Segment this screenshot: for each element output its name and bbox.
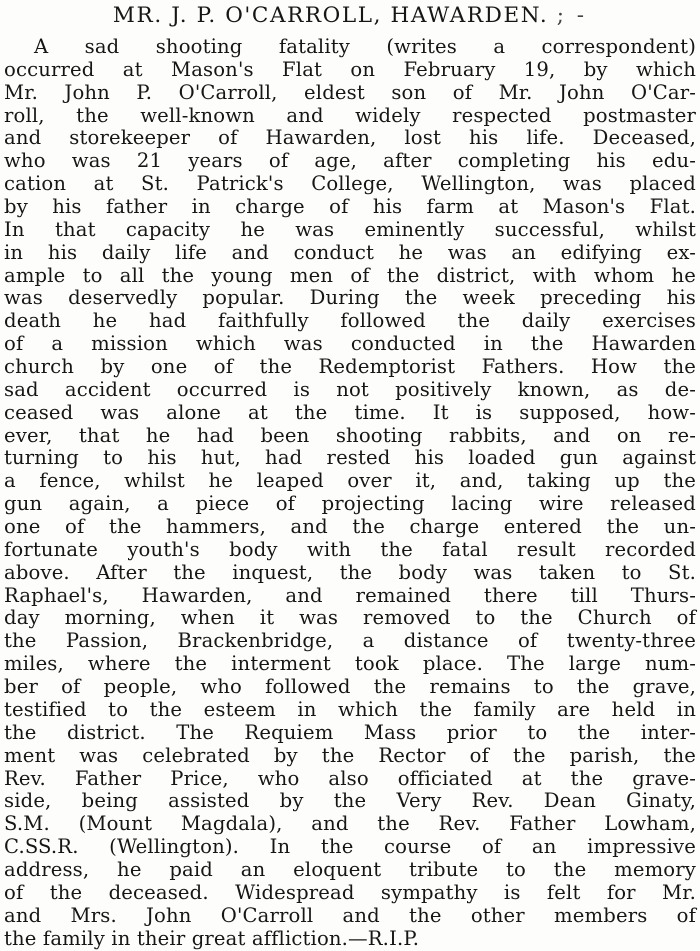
article-line: roll, the well-known and widely respected postmaster	[4, 103, 696, 127]
article-line: the Passion, Brackenbridge, a distance of twenty-three	[4, 629, 696, 653]
article-line: ber of people, who followed the remains to the grave,	[4, 675, 696, 699]
article-line: was deservedly popular. During the week preceding his	[4, 286, 696, 310]
article-line: the family in their great affliction.—R.I.P.	[4, 926, 420, 950]
article-line: and storekeeper of Hawarden, lost his life. Deceased,	[4, 126, 696, 150]
article-line: ever, that he had been shooting rabbits, and on re-	[4, 423, 696, 447]
article-line: turning to his hut, had rested his loaded gun against	[4, 446, 696, 470]
article-line: Mr. John P. O'Carroll, eldest son of Mr. John O'Car-	[4, 80, 696, 104]
article-line: day morning, when it was removed to the Church of	[4, 606, 696, 630]
article-line: C.SS.R. (Wellington). In the course of an impressive	[4, 835, 696, 859]
article-line: a fence, whilst he leaped over it, and, taking up the	[4, 469, 696, 493]
article-line: by his father in charge of his farm at Mason's Flat.	[4, 195, 696, 219]
article-line: S.M. (Mount Magdala), and the Rev. Father Lowham,	[4, 812, 696, 836]
article-line: testified to the esteem in which the family are held in	[4, 697, 696, 721]
article-line: ceased was alone at the time. It is supposed, how-	[4, 400, 696, 424]
article-line: cation at St. Patrick's College, Wellington, was placed	[4, 172, 696, 196]
article-line: above. After the inquest, the body was taken to St.	[4, 560, 696, 584]
article-body	[4, 36, 696, 950]
headline	[0, 3, 700, 29]
article-line: in his daily life and conduct he was an edifying ex-	[4, 240, 696, 264]
article-line: the district. The Requiem Mass prior to the inter-	[4, 720, 696, 744]
headline-text: MR. J. P. O'CARROLL, HAWARDEN.	[112, 3, 549, 28]
article-line: Rev. Father Price, who also officiated at the grave-	[4, 766, 696, 790]
article-line: miles, where the interment took place. The large num-	[4, 652, 696, 676]
article-line: gun again, a piece of projecting lacing wire released	[4, 492, 696, 516]
article-line: occurred at Mason's Flat on February 19, by which	[4, 57, 696, 81]
headline-stray-marks: ; -	[556, 3, 588, 28]
article-line: of a mission which was conducted in the Hawarden	[4, 332, 696, 356]
article-line: Raphael's, Hawarden, and remained there till Thurs-	[4, 583, 696, 607]
article-line: In that capacity he was eminently successful, whilst	[4, 217, 696, 241]
article-line: A sad shooting fatality (writes a correspondent)	[34, 35, 696, 58]
article-line: death he had faithfully followed the daily exercises	[4, 309, 696, 333]
article-line: sad accident occurred is not positively known, as de-	[4, 377, 696, 401]
article-line: one of the hammers, and the charge entered the un-	[4, 515, 696, 539]
article-line: side, being assisted by the Very Rev. Dean Ginaty,	[4, 789, 696, 813]
article-line: and Mrs. John O'Carroll and the other members of	[4, 903, 696, 927]
article-line: church by one of the Redemptorist Fathers. How the	[4, 355, 696, 379]
article-line: ample to all the young men of the district, with whom he	[4, 263, 696, 287]
article-line: ment was celebrated by the Rector of the parish, the	[4, 743, 696, 767]
article-line: fortunate youth's body with the fatal result recorded	[4, 537, 696, 561]
article-line: address, he paid an eloquent tribute to the memory	[4, 857, 696, 881]
article-line: who was 21 years of age, after completing his edu-	[4, 149, 696, 173]
article-line: of the deceased. Widespread sympathy is felt for Mr.	[4, 880, 696, 904]
